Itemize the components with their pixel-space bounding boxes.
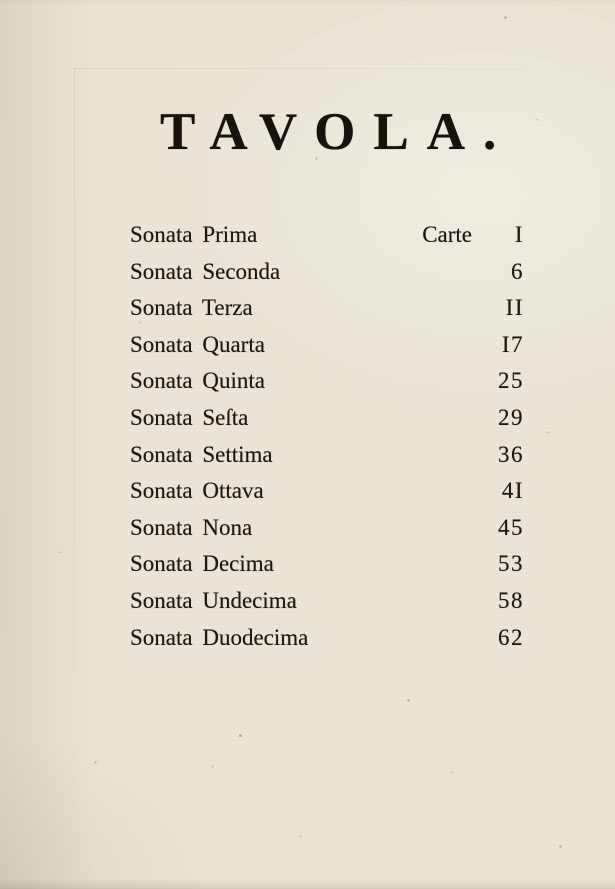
page-number: I xyxy=(514,222,524,247)
sonata-label: Sonata Prima xyxy=(130,222,258,247)
page-number: II xyxy=(505,295,524,321)
toc-entry xyxy=(130,217,524,254)
page-number: 6 xyxy=(511,258,524,284)
sonata-label: Sonata Nona xyxy=(130,514,253,540)
toc-entry xyxy=(130,400,524,437)
page-column-header: Carte xyxy=(422,222,472,247)
plate-mark-vertical-line xyxy=(74,68,75,889)
sonata-label: Sonata Settima xyxy=(130,441,273,467)
sonata-label: Sonata Duodecima xyxy=(130,624,309,650)
toc-entry xyxy=(130,510,524,547)
toc-entry xyxy=(130,254,524,291)
sonata-label: Sonata Ottava xyxy=(130,478,264,504)
page-number: 36 xyxy=(498,441,524,467)
page-number: 29 xyxy=(498,404,524,430)
toc-entry xyxy=(130,473,524,510)
toc-entry xyxy=(130,437,524,474)
page-number: I7 xyxy=(501,331,524,357)
page-title: TAVOLA. xyxy=(160,103,515,161)
page-number: 25 xyxy=(498,368,524,394)
toc-entry xyxy=(130,583,524,620)
page-number: 4I xyxy=(501,478,524,504)
sonata-label: Sonata Seſta xyxy=(130,404,249,430)
sonata-label: Sonata Terza xyxy=(130,295,253,321)
plate-mark-horizontal-line xyxy=(74,68,615,69)
sonata-label: Sonata Undecima xyxy=(130,587,297,613)
page-number: 58 xyxy=(498,587,524,613)
toc-entry xyxy=(130,327,524,364)
toc-entry xyxy=(130,620,524,657)
paper-foxing-specks xyxy=(0,0,1,1)
toc-entry xyxy=(130,363,524,400)
table-of-contents xyxy=(130,217,524,656)
sonata-label: Sonata Decima xyxy=(130,551,274,577)
page-number: 45 xyxy=(498,514,524,540)
page-number: 62 xyxy=(498,624,524,650)
toc-entry xyxy=(130,290,524,327)
sonata-label: Sonata Seconda xyxy=(130,258,281,284)
page-number: 53 xyxy=(498,551,524,577)
sonata-label: Sonata Quinta xyxy=(130,368,265,394)
toc-entry xyxy=(130,546,524,583)
sonata-label: Sonata Quarta xyxy=(130,331,265,357)
